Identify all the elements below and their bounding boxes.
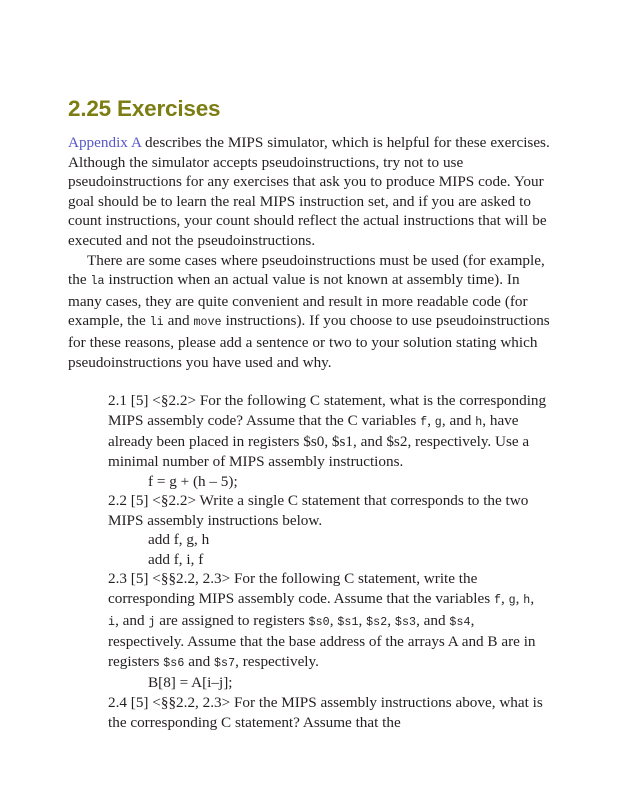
intro-p2-text-2: instruction when an actual value is not known at assembly time). In many cases, they are quite convenient and result in more readable code (for example, the [68,271,528,330]
exercise-text: , [387,611,395,629]
intro-paragraph-2 [68,251,550,373]
exercise-code-line: f = g + (h – 5); [148,472,238,490]
exercise-text: , respectively. [235,652,319,670]
inline-code-f: f [493,594,502,608]
exercise-id: 2.2 [108,492,127,510]
inline-code-g: g [434,415,442,429]
exercise-text: , [427,411,435,429]
page-content [68,96,550,732]
exercise-id: 2.1 [108,392,127,410]
inline-code-register-s1: $s1 [337,615,359,629]
exercise-item [108,693,548,732]
appendix-a-link[interactable]: Appendix A [68,134,142,151]
intro-p2-text-1: There are some cases where pseudoinstructions must be used (for example, the [68,251,545,289]
inline-code-j: j [148,615,156,629]
exercise-item [108,491,548,530]
exercise-points: [5] [130,392,149,410]
exercise-text: , [501,590,509,608]
exercise-points: [5] [130,694,149,712]
exercise-text: , and [441,411,476,429]
page-title: 2.25 Exercises [68,96,221,121]
exercise-text: and [184,652,214,670]
exercise-text: , [515,590,524,608]
exercise-sections: <§2.2> [152,492,197,510]
exercise-text: , and [115,611,149,629]
exercise-text: are assigned to registers [155,611,309,629]
inline-code-li: li [149,316,164,330]
inline-code-register-s4: $s4 [449,615,471,629]
exercise-text: , [329,611,338,629]
inline-code-move: move [193,316,222,330]
inline-code-register-s2: $s2 [366,615,388,629]
intro-paragraph-1 [68,133,550,251]
exercise-sections: <§§2.2, 2.3> [152,694,231,712]
inline-code-h: h [475,415,483,429]
exercise-code-line: add f, i, f [148,550,204,568]
exercise-list [108,391,548,732]
exercise-code-line: B[8] = A[i–j]; [148,674,233,692]
exercise-points: [5] [130,492,149,510]
inline-code-g: g [508,594,516,608]
inline-code-i: i [108,615,116,629]
inline-code-register-s7: $s7 [213,656,236,670]
inline-code-h: h [523,594,531,608]
exercise-text: For the following C statement, what is the corresponding MIPS assembly code? Assume that the C variables [108,392,547,429]
exercise-text: For the following C statement, write the corresponding MIPS assembly code. Assume that the variables [108,570,494,608]
exercise-item [108,391,548,471]
intro-p2-text-3: and [163,312,194,330]
exercise-text: For the MIPS assembly instructions above, what is the corresponding C statement? Assume that the [108,694,543,731]
exercise-text: , have already been placed in registers $s0, $s1, and $s2, respectively. Use a minimal number of MIPS assembly instructions. [108,411,530,470]
exercise-id: 2.4 [108,694,127,712]
intro-paragraph-1-text: describes the MIPS simulator, which is helpful for these exercises. Although the simulator accepts pseudoinstructions, try not to use pseudoinstructions for any exercises that ask you to produce MIPS code. Your goal should be to learn the real MIPS instruction set, and if you are asked to count instructions, your count should reflect the actual instructions that will be executed and not the pseudoinstructions. [68,134,550,249]
exercise-text: , and [416,611,450,629]
intro-p2-text-4: instructions). If you choose to use pseudoinstructions for these reasons, please add a sentence or two to your solution stating which pseudoinstructions you have used and why. [68,312,550,371]
exercise-text: Write a single C statement that corresponds to the two MIPS assembly instructions below. [108,492,529,529]
exercise-item [108,569,548,673]
exercise-sections: <§2.2> [152,392,197,410]
inline-code-register-s3: $s3 [394,615,417,629]
exercise-id: 2.3 [108,570,127,588]
inline-code-la: la [90,275,105,289]
exercise-text: , [530,590,535,608]
inline-code-register-s6: $s6 [163,656,185,670]
exercise-points: [5] [130,570,149,588]
exercise-text: , [358,611,367,629]
exercise-code-line: add f, g, h [148,531,210,549]
inline-code-register-s0: $s0 [308,615,330,629]
exercise-sections: <§§2.2, 2.3> [152,570,231,588]
inline-code-f: f [420,415,428,429]
exercise-text: , respectively. Assume that the base address of the arrays A and B are in registers [108,611,536,670]
